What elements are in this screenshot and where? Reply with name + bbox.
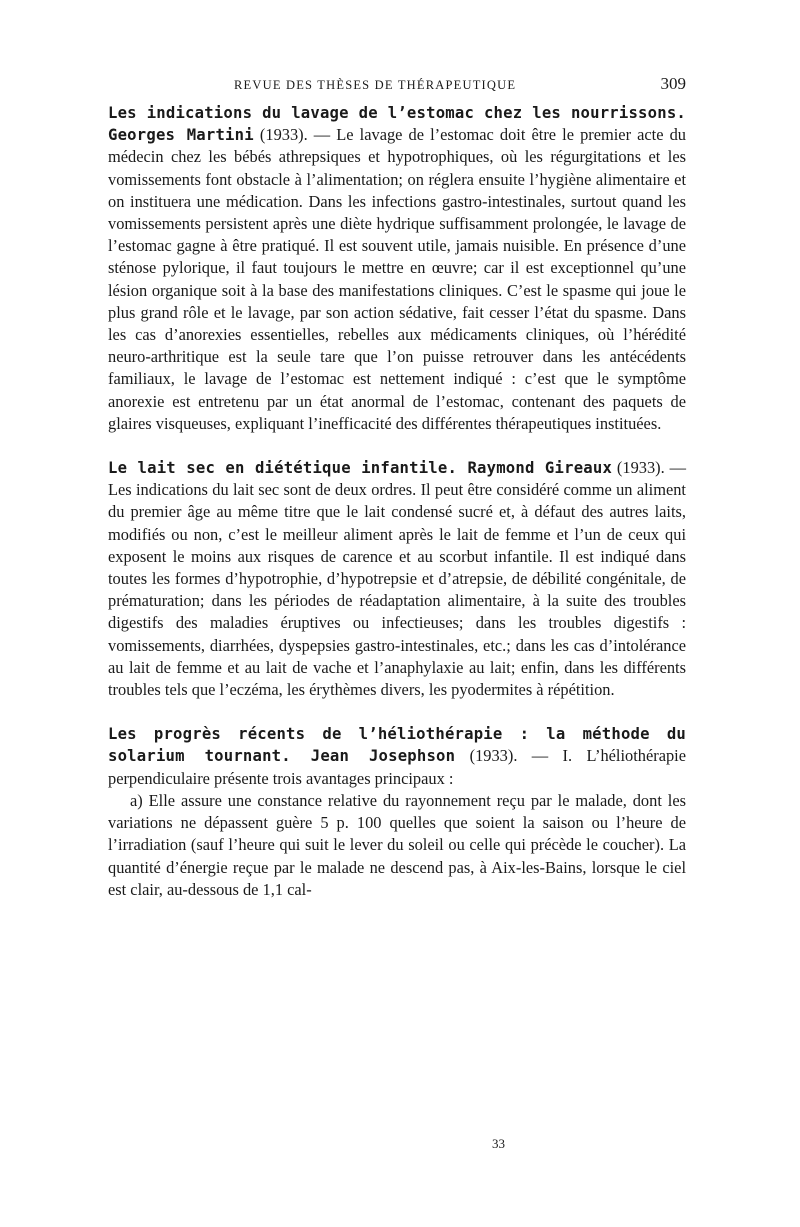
article-title: Les progrès récents de l’héliothérapie : la méthode du solarium tournant. Jean Josephson [108,725,686,766]
page [108,72,686,901]
article-lait-sec [108,457,686,701]
article-paragraph-a: a) Elle assure une constance relative du rayonnement reçu par le malade, dont les variations ne dépassent guère 5 p. 100 quelles que soient la saison ou l’heure de l’irradiation (sauf l’heure qui suit le lever du soleil ou celle qui précède le coucher). La quantité d’énergie reçue par le malade ne descend pas, à Aix-les-Bains, lorsque le ciel est clair, au-dessous de 1,1 cal- [108,790,686,899]
article-body: (1933). — Le lavage de l’estomac doit être le premier acte du médecin chez les bébés athrepsiques et hypotrophiques, où les régurgitations et les vomissements font obstacle à l’alimentation; on réglera ensuite l’hygiène alimentaire et on instituera une médication. Dans les infections gastro-intestinales, surtout quand les vomissements persistent après une diète hydrique suffisamment prolongée, le lavage de l’estomac gagne à être pratiqué. Il est souvent utile, jamais nuisible. En présence d’une sténose pylorique, il faut toujours le mettre en œuvre; car il est exceptionnel qu’une lésion organique soit à la base des manifestations cliniques. C’est le spasme qui joue le plus grand rôle et le lavage, par son action sédative, fait cesser l’état du spasme. Dans les cas d’anorexies essentielles, rebelles aux médicaments cliniques, où l’hérédité neuro-arthritique est la seule tare que l’on puisse retrouver dans les antécédents familiaux, le lavage de l’estomac est nettement indiqué : c’est que le symptôme anorexie est entretenu par un état anormal de l’estomac, contenant des paquets de glaires visqueuses, expliquant l’inefficacité des différentes thérapeutiques instituées. [108,125,686,433]
article-heliotherapie [108,723,686,790]
article-body: (1933). — I. L’héliothérapie perpendiculaire présente trois avantages principaux : [108,746,687,788]
signature-mark: 33 [492,1136,505,1151]
article-title: Le lait sec en diététique infantile. Raymond Gireaux [108,459,613,478]
running-title: REVUE DES THÈSES DE THÉRAPEUTIQUE [234,78,517,92]
article-body: (1933). — Les indications du lait sec sont de deux ordres. Il peut être considéré comme un aliment du premier âge au même titre que le lait condensé sucré et, à défaut des autres laits, modifiés ou non, c’est le meilleur aliment après le lait de femme et l’un de ceux qui exposent le moins aux risques de carence et au scorbut infantile. Il est indiqué dans toutes les formes d’hypotrophie, d’hypotrepsie et d’atrepsie, de débilité congénitale, de prématuration; dans les périodes de réadaptation alimentaire, à la suite des troubles digestifs des maladies éruptives ou infectieuses; dans les troubles digestifs : vomissements, diarrhées, dyspepsies gastro-intestinales, etc.; dans les cas d’intolérance au lait de femme et au lait de vache et l’anaphylaxie au lait; enfin, dans les différents troubles tels que l’eczéma, les érythèmes divers, les pyodermites à répétition. [108,458,686,700]
page-number: 309 [660,74,686,93]
running-header [108,72,686,102]
article-title: Les indications du lavage de l’estomac chez les nourrissons. Georges Martini [108,104,686,145]
article-lavage-estomac [108,102,686,435]
